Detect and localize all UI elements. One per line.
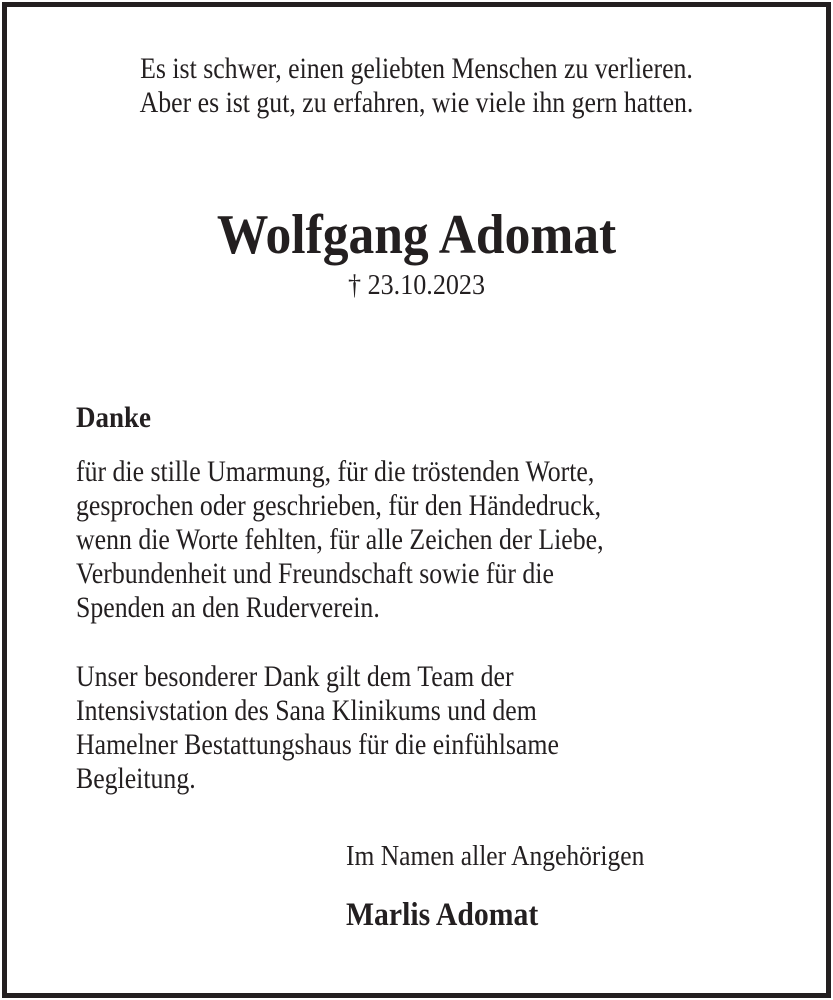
deceased-name: Wolfgang Adomat [216, 204, 617, 266]
paragraph-line: Begleitung. [76, 762, 196, 795]
paragraph-line: wenn die Worte fehlten, für alle Zeichen der Liebe, [76, 523, 604, 556]
thanks-paragraph-1 [76, 455, 604, 625]
motto-line-2: Aber es ist gut, zu erfahren, wie viele ihn gern hatten. [139, 86, 694, 119]
paragraph-line: Spenden an den Ruderverein. [76, 591, 380, 624]
signature-intro: Im Namen aller Angehörigen [346, 840, 645, 872]
thanks-heading: Danke [76, 401, 152, 434]
paragraph-line: Unser besonderer Dank gilt dem Team der [76, 660, 514, 693]
death-date: † 23.10.2023 [347, 269, 486, 301]
motto-quote [58, 52, 774, 120]
paragraph-line: gesprochen oder geschrieben, für den Händedruck, [76, 489, 602, 522]
paragraph-line: Hamelner Bestattungshaus für die einfühlsame [76, 728, 559, 761]
paragraph-line: Intensivstation des Sana Klinikums und dem [76, 694, 537, 727]
paragraph-line: für die stille Umarmung, für die tröstenden Worte, [76, 455, 595, 488]
thanks-paragraph-2 [76, 660, 559, 796]
signature-name: Marlis Adomat [346, 897, 539, 933]
motto-line-1: Es ist schwer, einen geliebten Menschen zu verlieren. [140, 52, 693, 85]
paragraph-line: Verbundenheit und Freundschaft sowie für die [76, 557, 554, 590]
